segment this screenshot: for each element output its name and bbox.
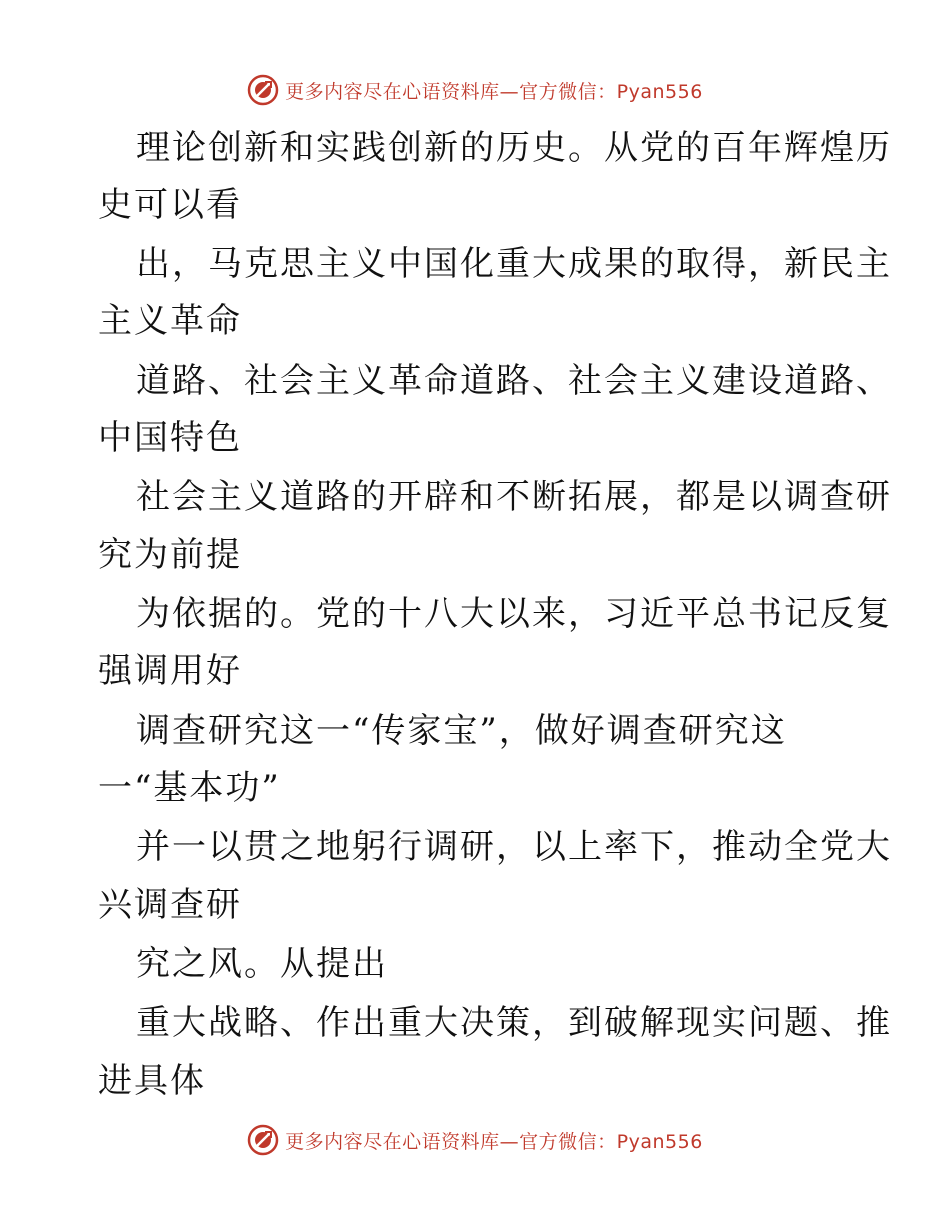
text-line: 兴调查研 <box>98 885 242 925</box>
text-line: 进具体 <box>98 1061 206 1101</box>
footer-banner <box>0 1120 950 1160</box>
text-line: 强调用好 <box>98 651 242 691</box>
text-line: 理论创新和实践创新的历史。从党的百年辉煌历 <box>136 128 892 168</box>
text-line: 史可以看 <box>98 185 242 225</box>
text-line: 一“基本功” <box>98 768 281 808</box>
text-line: 主义革命 <box>98 301 242 341</box>
text-line: 中国特色 <box>98 418 242 458</box>
header-banner-text: 更多内容尽在心语资料库—官方微信：Pyan556 <box>285 80 703 103</box>
header-banner <box>0 70 950 110</box>
brand-logo-icon <box>247 1124 279 1156</box>
text-line: 道路、社会主义革命道路、社会主义建设道路、 <box>136 361 892 401</box>
footer-banner-text: 更多内容尽在心语资料库—官方微信：Pyan556 <box>285 1130 703 1153</box>
text-line: 并一以贯之地躬行调研，以上率下，推动全党大 <box>136 827 892 867</box>
text-line: 社会主义道路的开辟和不断拓展，都是以调查研 <box>136 477 892 517</box>
text-line: 究为前提 <box>98 535 242 575</box>
text-line: 为依据的。党的十八大以来，习近平总书记反复 <box>136 594 892 634</box>
text-line: 究之风。从提出 <box>136 944 388 984</box>
text-line: 出，马克思主义中国化重大成果的取得，新民主 <box>136 244 892 284</box>
text-line: 调查研究这一“传家宝”，做好调查研究这 <box>136 711 787 751</box>
brand-logo-icon <box>247 74 279 106</box>
text-line: 重大战略、作出重大决策，到破解现实问题、推 <box>136 1003 892 1043</box>
